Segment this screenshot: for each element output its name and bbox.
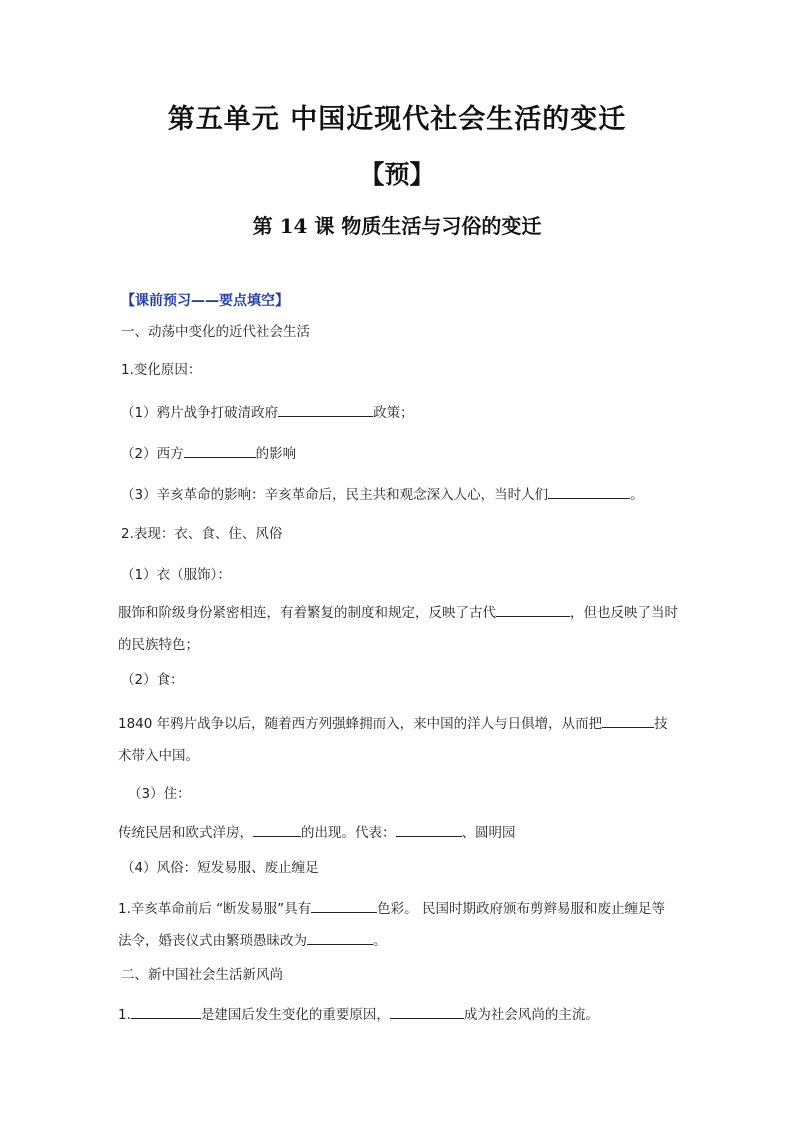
reason-item-3 [121, 484, 644, 504]
fill-blank[interactable] [496, 602, 570, 617]
part1-heading: 一、动荡中变化的近代社会生活 [121, 324, 310, 340]
food-heading: （2）食： [121, 672, 184, 688]
fill-blank[interactable] [311, 898, 377, 913]
food-paragraph [118, 708, 678, 772]
reason-3-text-a: （3）辛亥革命的影响：辛亥革命后，民主共和观念深入人心，当时人们 [121, 487, 549, 503]
fill-blank[interactable] [396, 822, 462, 837]
reason-3-text-b: 。 [630, 487, 644, 503]
lesson-title: 第 14 课 物质生活与习俗的变迁 [252, 214, 542, 238]
part2-heading: 二、新中国社会生活新风尚 [121, 967, 283, 983]
reason-item-1 [121, 402, 414, 422]
clothing-heading: （1）衣（服饰）： [121, 567, 231, 583]
section-label: 【课前预习——要点填空】 [121, 293, 289, 309]
unit-title: 第五单元 中国近现代社会生活的变迁 [167, 104, 627, 135]
house-line [118, 822, 516, 842]
fill-blank[interactable] [278, 402, 373, 417]
fill-blank[interactable] [390, 1004, 464, 1019]
fill-blank[interactable] [307, 930, 373, 945]
fill-blank[interactable] [548, 484, 630, 499]
reason-2-text-a: （2）西方 [121, 446, 184, 462]
part2-text-a: 1. [118, 1007, 131, 1023]
fill-blank[interactable] [184, 443, 256, 458]
fill-blank[interactable] [602, 713, 654, 728]
part2-text-c: 成为社会风尚的主流。 [463, 1007, 599, 1023]
reason-item-2 [121, 443, 296, 463]
preview-tag: 【预】 [359, 160, 435, 189]
clothing-paragraph [118, 597, 678, 661]
reason-1-text-b: 政策； [373, 405, 414, 421]
food-text-b: 技术带入中国。 [118, 716, 668, 764]
custom-text-a: 1.辛亥革命前后 “断发易服”具有 [118, 901, 312, 917]
clothing-text-a: 服饰和阶级身份紧密相连，有着繁复的制度和规定，反映了古代 [118, 605, 496, 621]
clothing-text-b: ，但也反映了当时的民族特色； [118, 605, 678, 653]
part2-item-1 [118, 1004, 599, 1024]
reason-heading: 1.变化原因： [121, 362, 202, 378]
reason-2-text-b: 的影响 [255, 446, 297, 462]
custom-text-b: 色彩。 民国时期政府颁布剪辫易服和废止缠足等法令，婚丧仪式由繁琐愚昧改为 [118, 901, 665, 949]
custom-heading: （4）风俗：短发易服、废止缠足 [121, 860, 319, 876]
fill-blank[interactable] [131, 1004, 201, 1019]
performance-heading: 2.表现：衣、食、住、风俗 [121, 526, 283, 542]
house-text-c: 、圆明园 [461, 825, 516, 841]
reason-1-text-a: （1）鸦片战争打破清政府 [121, 405, 279, 421]
part2-text-b: 是建国后发生变化的重要原因， [200, 1007, 390, 1023]
custom-paragraph [118, 893, 678, 957]
fill-blank[interactable] [253, 822, 301, 837]
house-text-a: 传统民居和欧式洋房， [118, 825, 253, 841]
custom-text-c: 。 [373, 933, 387, 949]
house-heading: （3）住： [128, 786, 191, 802]
food-text-a: 1840 年鸦片战争以后，随着西方列强蜂拥而入，来中国的洋人与日俱增，从而把 [118, 716, 603, 732]
house-text-b: 的出现。代表： [301, 825, 396, 841]
